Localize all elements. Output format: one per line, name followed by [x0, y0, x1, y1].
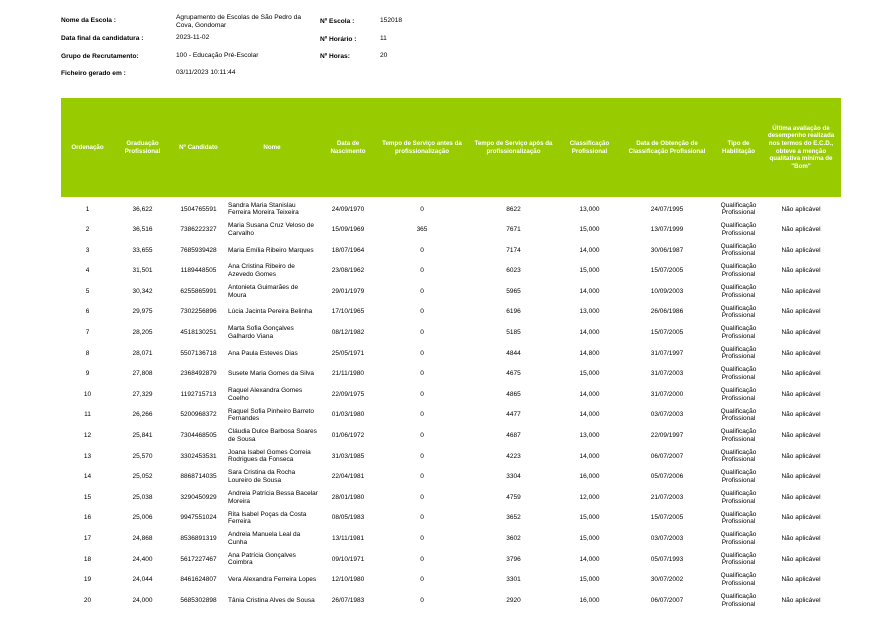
- cell-nome: Sara Cristina da Rocha Loureiro de Sousa: [228, 469, 296, 485]
- table-row: [61, 323, 841, 344]
- cell-n-candidato: 3290450929: [180, 493, 217, 501]
- cell-graduacao: 25,841: [132, 432, 153, 440]
- cell-data-nascimento: 25/05/1971: [331, 349, 365, 357]
- cell-tempo-apos: 7671: [506, 226, 521, 234]
- table-header: [61, 98, 841, 197]
- cell-n-candidato: 1189448505: [180, 267, 217, 275]
- cell-graduacao: 24,044: [132, 576, 153, 584]
- cell-tempo-antes: 0: [420, 205, 424, 213]
- cell-data-nascimento: 29/01/1979: [331, 287, 365, 295]
- cell-ordenacao: 2: [85, 226, 90, 234]
- n-horario-value: 11: [380, 35, 387, 42]
- table-row: [61, 343, 841, 364]
- cell-ordenacao: 17: [83, 535, 92, 542]
- cell-tipo-habilitacao: Qualificação Profissional: [720, 284, 757, 299]
- cell-tempo-apos: 4675: [506, 370, 521, 378]
- escola-label: Nome da Escola :: [61, 17, 116, 24]
- cell-data-nascimento: 23/08/1962: [331, 267, 365, 275]
- cell-tipo-habilitacao: Qualificação Profissional: [720, 531, 757, 546]
- cell-avaliacao: Não aplicável: [781, 452, 821, 460]
- cell-ordenacao: 8: [85, 349, 90, 357]
- table-row: [61, 281, 841, 302]
- cell-graduacao: 29,975: [132, 308, 153, 316]
- cell-tipo-habilitacao: Qualificação Profissional: [720, 304, 757, 320]
- cell-graduacao: 27,329: [132, 390, 153, 398]
- cell-tipo-habilitacao: Qualificação Profissional: [720, 201, 757, 217]
- cell-tipo-habilitacao: Qualificação Profissional: [720, 428, 757, 443]
- cell-avaliacao: Não aplicável: [781, 493, 821, 501]
- cell-n-candidato: 6255865991: [180, 287, 217, 295]
- cell-ordenacao: 12: [83, 432, 92, 440]
- cell-avaliacao: Não aplicável: [781, 473, 821, 481]
- cell-tempo-apos: 4223: [506, 452, 521, 460]
- column-header-data-obtencao: Data de Obtenção de Classificação Profissional: [628, 139, 706, 155]
- cell-classificacao: 15,000: [579, 267, 600, 275]
- cell-graduacao: 24,868: [132, 535, 153, 542]
- cell-nome: Raquel Sofia Pinheiro Barreto Fernandes: [228, 407, 314, 423]
- cell-tempo-apos: 3304: [506, 473, 521, 481]
- cell-tempo-antes: 0: [420, 349, 424, 357]
- table-row: [61, 220, 841, 241]
- escola-value: Agrupamento de Escolas de São Pedro da Cova, Gondomar: [176, 14, 301, 29]
- cell-nome: Susete Maria Gomes da Silva: [228, 370, 314, 378]
- cell-tipo-habilitacao: Qualificação Profissional: [720, 592, 757, 608]
- cell-nome: Cláudia Dulce Barbosa Soares de Sousa: [228, 428, 317, 443]
- cell-avaliacao: Não aplicável: [781, 576, 821, 584]
- cell-ordenacao: 13: [83, 452, 92, 460]
- cell-data-obtencao: 15/07/2005: [650, 514, 684, 522]
- cell-avaliacao: Não aplicável: [781, 596, 821, 604]
- table-row: [61, 590, 841, 611]
- cell-graduacao: 28,205: [132, 329, 153, 337]
- cell-ordenacao: 5: [85, 287, 90, 295]
- cell-nome: Maria Susana Cruz Veloso de Carvalho: [228, 222, 314, 237]
- cell-n-candidato: 4518130251: [180, 329, 217, 337]
- column-header-n-candidato: Nº Candidato: [179, 143, 218, 151]
- cell-ordenacao: 18: [83, 555, 92, 563]
- cell-tempo-antes: 0: [420, 596, 424, 604]
- cell-graduacao: 36,516: [132, 226, 153, 234]
- cell-tempo-antes: 0: [420, 493, 424, 501]
- n-horas-label: Nº Horas:: [320, 53, 350, 60]
- cell-ordenacao: 11: [84, 411, 91, 419]
- cell-data-obtencao: 03/07/2003: [650, 411, 684, 419]
- cell-data-nascimento: 01/03/1980: [331, 411, 365, 419]
- ficheiro-label: Ficheiro gerado em :: [61, 70, 126, 77]
- cell-n-candidato: 5200968372: [180, 411, 217, 419]
- n-escola-value: 152018: [380, 17, 403, 24]
- column-header-tempo-antes: Tempo de Serviço antes da profissionalização: [382, 139, 462, 155]
- cell-classificacao: 15,000: [579, 535, 600, 542]
- cell-data-nascimento: 17/10/1965: [331, 308, 365, 316]
- cell-tempo-apos: 4477: [506, 411, 521, 419]
- cell-data-obtencao: 31/07/2000: [650, 390, 684, 398]
- cell-avaliacao: Não aplicável: [781, 226, 821, 234]
- cell-tipo-habilitacao: Qualificação Profissional: [720, 325, 757, 340]
- column-header-avaliacao: Última avaliação de desempenho realizada nos termos do E.C.D., obteve a menção qualitativa mínima de "Bom": [767, 124, 835, 170]
- cell-data-obtencao: 10/09/2003: [650, 287, 684, 295]
- cell-nome: Sandra Maria Stanislau Ferreira Moreira Teixeira: [228, 201, 299, 217]
- cell-graduacao: 31,501: [132, 267, 153, 275]
- cell-data-obtencao: 13/07/1999: [650, 226, 684, 234]
- cell-avaliacao: Não aplicável: [781, 267, 821, 275]
- cell-ordenacao: 4: [85, 267, 90, 275]
- cell-ordenacao: 19: [83, 576, 92, 584]
- cell-data-obtencao: 22/09/1997: [650, 432, 684, 440]
- table-row: [61, 405, 841, 426]
- cell-ordenacao: 16: [83, 514, 92, 522]
- cell-tempo-antes: 0: [420, 555, 424, 563]
- cell-graduacao: 24,000: [132, 596, 153, 604]
- cell-n-candidato: 3302453531: [180, 452, 217, 460]
- cell-data-nascimento: 15/09/1969: [331, 226, 365, 234]
- cell-classificacao: 14,000: [579, 452, 600, 460]
- column-header-ordenacao: Ordenação: [71, 143, 104, 151]
- cell-avaliacao: Não aplicável: [781, 555, 821, 563]
- cell-classificacao: 13,000: [579, 308, 600, 316]
- cell-graduacao: 25,052: [132, 473, 153, 481]
- cell-tipo-habilitacao: Qualificação Profissional: [720, 551, 757, 567]
- cell-data-obtencao: 31/07/1997: [650, 349, 684, 357]
- cell-n-candidato: 5507136718: [180, 349, 217, 357]
- cell-tempo-antes: 0: [420, 329, 424, 337]
- cell-data-obtencao: 06/07/2007: [650, 596, 684, 604]
- cell-n-candidato: 1192715713: [180, 390, 217, 398]
- cell-n-candidato: 5685302898: [180, 596, 217, 604]
- column-header-tipo-habilitacao: Tipo de Habilitação: [721, 139, 755, 155]
- cell-tipo-habilitacao: Qualificação Profissional: [720, 387, 757, 402]
- table-row: [61, 508, 841, 529]
- cell-tipo-habilitacao: Qualificação Profissional: [720, 263, 757, 279]
- ficheiro-value: 03/11/2023 10:11:44: [176, 69, 236, 76]
- cell-data-obtencao: 15/07/2005: [650, 329, 684, 337]
- cell-tempo-antes: 0: [420, 535, 424, 542]
- cell-n-candidato: 7386222327: [180, 226, 217, 234]
- cell-data-nascimento: 22/04/1981: [331, 473, 365, 481]
- cell-ordenacao: 10: [83, 390, 92, 398]
- cell-ordenacao: 7: [85, 329, 90, 337]
- cell-classificacao: 15,000: [579, 514, 600, 522]
- cell-data-obtencao: 24/07/1995: [650, 205, 684, 213]
- table-row: [61, 199, 841, 220]
- cell-classificacao: 15,000: [579, 370, 600, 378]
- cell-nome: Raquel Alexandra Gomes Coelho: [228, 387, 303, 402]
- cell-avaliacao: Não aplicável: [781, 246, 821, 254]
- cell-tipo-habilitacao: Qualificação Profissional: [720, 510, 757, 526]
- cell-data-obtencao: 21/07/2003: [650, 493, 684, 501]
- cell-tempo-apos: 4844: [506, 349, 521, 357]
- cell-tempo-antes: 0: [420, 370, 424, 378]
- cell-classificacao: 14,000: [579, 287, 600, 295]
- cell-nome: Rita Isabel Poças da Costa Ferreira: [228, 510, 307, 526]
- cell-avaliacao: Não aplicável: [781, 514, 821, 522]
- table-row: [61, 487, 841, 508]
- cell-data-obtencao: 06/07/2007: [650, 452, 684, 460]
- candidates-table-body: [61, 199, 841, 611]
- cell-nome: Joana Isabel Gomes Correia Rodrigues da Fonseca: [228, 448, 311, 464]
- cell-data-obtencao: 03/07/2003: [650, 535, 684, 542]
- cell-tempo-antes: 365: [416, 226, 428, 234]
- cell-data-nascimento: 01/06/1972: [331, 432, 365, 440]
- cell-avaliacao: Não aplicável: [781, 329, 821, 337]
- cell-data-obtencao: 05/07/2006: [650, 473, 684, 481]
- cell-tempo-apos: 4687: [506, 432, 521, 440]
- table-row: [61, 570, 841, 591]
- cell-data-nascimento: 22/09/1975: [331, 390, 365, 398]
- cell-tempo-apos: 2920: [506, 596, 521, 604]
- cell-tipo-habilitacao: Qualificação Profissional: [720, 448, 757, 464]
- cell-tempo-antes: 0: [420, 432, 424, 440]
- cell-classificacao: 14,000: [579, 555, 600, 563]
- cell-data-nascimento: 21/11/1980: [331, 370, 365, 378]
- cell-n-candidato: 8536891319: [180, 535, 217, 542]
- cell-tempo-apos: 3652: [506, 514, 521, 522]
- cell-tempo-apos: 6023: [506, 267, 521, 275]
- table-row: [61, 384, 841, 405]
- table-row: [61, 364, 841, 385]
- cell-classificacao: 16,000: [579, 596, 600, 604]
- cell-avaliacao: Não aplicável: [781, 411, 821, 419]
- column-header-classificacao: Classificação Profissional: [569, 139, 610, 155]
- cell-nome: Andreia Manuela Leal da Cunha: [228, 531, 301, 546]
- cell-tempo-apos: 5965: [506, 287, 521, 295]
- cell-data-nascimento: 13/11/1981: [331, 535, 365, 542]
- cell-tempo-apos: 7174: [506, 246, 521, 254]
- cell-tipo-habilitacao: Qualificação Profissional: [720, 490, 757, 505]
- cell-graduacao: 25,570: [132, 452, 153, 460]
- cell-avaliacao: Não aplicável: [781, 308, 821, 316]
- cell-tempo-apos: 3796: [506, 555, 521, 563]
- table-row: [61, 426, 841, 447]
- cell-ordenacao: 14: [83, 473, 92, 481]
- cell-data-nascimento: 12/10/1980: [331, 576, 365, 584]
- cell-n-candidato: 1504765591: [180, 205, 217, 213]
- cell-tipo-habilitacao: Qualificação Profissional: [720, 366, 757, 382]
- cell-tipo-habilitacao: Qualificação Profissional: [720, 572, 757, 587]
- cell-data-obtencao: 15/07/2005: [650, 267, 684, 275]
- cell-classificacao: 16,000: [579, 473, 600, 481]
- cell-tempo-apos: 4759: [506, 493, 521, 501]
- column-header-graduacao: Graduação Profissional: [124, 139, 161, 155]
- cell-tempo-apos: 4865: [506, 390, 521, 398]
- table-row: [61, 467, 841, 488]
- cell-graduacao: 24,400: [132, 555, 153, 563]
- n-horario-label: Nº Horário :: [320, 36, 357, 43]
- cell-classificacao: 14,000: [579, 329, 600, 337]
- cell-classificacao: 13,000: [579, 205, 600, 213]
- cell-nome: Maria Emília Ribeiro Marques: [228, 246, 314, 254]
- cell-n-candidato: 5617227467: [180, 555, 217, 563]
- cell-tempo-apos: 6196: [506, 308, 521, 316]
- cell-tempo-antes: 0: [420, 411, 424, 419]
- cell-avaliacao: Não aplicável: [781, 535, 821, 542]
- cell-avaliacao: Não aplicável: [781, 432, 821, 440]
- cell-nome: Vera Alexandra Ferreira Lopes: [228, 576, 317, 584]
- cell-classificacao: 13,000: [579, 432, 600, 440]
- n-horas-value: 20: [380, 52, 388, 59]
- cell-graduacao: 25,038: [132, 493, 153, 501]
- cell-data-nascimento: 08/12/1982: [331, 329, 365, 337]
- cell-nome: Ana Patrícia Gonçalves Coimbra: [228, 551, 296, 567]
- cell-data-nascimento: 26/07/1983: [331, 596, 365, 604]
- cell-tempo-antes: 0: [420, 514, 424, 522]
- cell-graduacao: 30,342: [132, 287, 153, 295]
- cell-tempo-antes: 0: [420, 452, 424, 460]
- cell-ordenacao: 9: [85, 370, 90, 378]
- cell-classificacao: 14,000: [579, 411, 600, 419]
- column-header-tempo-apos: Tempo de Serviço após da profissionalização: [474, 139, 553, 155]
- cell-data-nascimento: 28/01/1980: [331, 493, 365, 501]
- cell-ordenacao: 15: [83, 493, 92, 501]
- cell-n-candidato: 7304468505: [180, 432, 217, 440]
- data-final-value: 2023-11-02: [176, 34, 210, 41]
- n-escola-label: Nº Escola :: [320, 18, 355, 25]
- cell-tipo-habilitacao: Qualificação Profissional: [720, 222, 757, 237]
- cell-n-candidato: 7302256896: [180, 308, 217, 316]
- cell-data-nascimento: 18/07/1964: [331, 246, 365, 254]
- cell-tempo-apos: 8622: [506, 205, 521, 213]
- cell-tempo-antes: 0: [420, 473, 424, 481]
- cell-graduacao: 25,006: [132, 514, 153, 522]
- cell-tempo-antes: 0: [420, 390, 424, 398]
- cell-graduacao: 28,071: [132, 349, 153, 357]
- cell-classificacao: 14,000: [579, 390, 600, 398]
- cell-ordenacao: 3: [85, 246, 90, 254]
- cell-classificacao: 14,000: [579, 246, 600, 254]
- cell-data-obtencao: 30/06/1987: [650, 246, 684, 254]
- cell-tempo-apos: 3301: [506, 576, 521, 584]
- cell-ordenacao: 1: [85, 205, 90, 213]
- cell-graduacao: 27,808: [132, 370, 153, 378]
- cell-data-nascimento: 08/05/1983: [331, 514, 365, 522]
- cell-tempo-antes: 0: [420, 308, 424, 316]
- cell-tempo-antes: 0: [420, 246, 424, 254]
- cell-avaliacao: Não aplicável: [781, 390, 821, 398]
- table-row: [61, 446, 841, 467]
- cell-tipo-habilitacao: Qualificação Profissional: [720, 407, 757, 423]
- cell-classificacao: 15,000: [579, 576, 600, 584]
- cell-data-obtencao: 05/07/1993: [650, 555, 684, 563]
- grupo-label: Grupo de Recrutamento:: [61, 53, 139, 60]
- cell-nome: Andreia Patrícia Bessa Bacelar Moreira: [228, 490, 318, 505]
- cell-ordenacao: 20: [83, 596, 92, 604]
- cell-nome: Tânia Cristina Alves de Sousa: [228, 596, 315, 604]
- cell-tipo-habilitacao: Qualificação Profissional: [720, 242, 757, 258]
- grupo-value: 100 - Educação Pré-Escolar: [176, 52, 259, 59]
- cell-tempo-antes: 0: [420, 267, 424, 275]
- cell-data-nascimento: 31/03/1985: [331, 452, 365, 460]
- cell-data-nascimento: 09/10/1971: [331, 555, 365, 563]
- column-header-data-nascimento: Data de Nascimento: [330, 139, 366, 155]
- cell-tipo-habilitacao: Qualificação Profissional: [720, 469, 757, 485]
- cell-classificacao: 15,000: [579, 226, 600, 234]
- cell-graduacao: 33,655: [132, 246, 153, 254]
- cell-nome: Lúcia Jacinta Pereira Belinha: [228, 308, 313, 316]
- cell-data-nascimento: 24/09/1970: [331, 205, 365, 213]
- table-row: [61, 549, 841, 570]
- cell-avaliacao: Não aplicável: [781, 205, 821, 213]
- cell-avaliacao: Não aplicável: [781, 349, 821, 357]
- cell-classificacao: 14,800: [579, 349, 600, 357]
- cell-n-candidato: 9947551024: [180, 514, 217, 522]
- cell-ordenacao: 6: [85, 308, 90, 316]
- cell-tempo-antes: 0: [420, 287, 424, 295]
- cell-classificacao: 12,000: [579, 493, 600, 501]
- cell-avaliacao: Não aplicável: [781, 370, 821, 378]
- column-header-nome: Nome: [263, 143, 281, 151]
- cell-tipo-habilitacao: Qualificação Profissional: [720, 345, 757, 361]
- cell-graduacao: 26,266: [132, 411, 153, 419]
- cell-tempo-apos: 5185: [506, 329, 521, 337]
- cell-data-obtencao: 26/06/1986: [650, 308, 684, 316]
- cell-avaliacao: Não aplicável: [781, 287, 821, 295]
- data-final-label: Data final da candidatura :: [61, 35, 144, 42]
- cell-n-candidato: 8461624807: [180, 576, 217, 584]
- cell-graduacao: 36,622: [132, 205, 153, 213]
- cell-nome: Ana Cristina Ribeiro de Azevedo Gomes: [228, 263, 295, 279]
- cell-n-candidato: 2368492879: [180, 370, 217, 378]
- cell-nome: Marta Sofia Gonçalves Galhardo Viana: [228, 325, 294, 340]
- cell-nome: Ana Paula Esteves Dias: [228, 349, 298, 357]
- cell-tempo-apos: 3602: [506, 535, 521, 542]
- table-row: [61, 302, 841, 323]
- table-row: [61, 529, 841, 550]
- cell-data-obtencao: 30/07/2002: [650, 576, 684, 584]
- cell-tempo-antes: 0: [420, 576, 424, 584]
- cell-n-candidato: 8868714035: [180, 473, 217, 481]
- table-row: [61, 261, 841, 282]
- cell-nome: Antonieta Guimarães de Moura: [228, 284, 299, 299]
- cell-data-obtencao: 31/07/2003: [650, 370, 684, 378]
- cell-n-candidato: 7685939428: [180, 246, 217, 254]
- table-row: [61, 240, 841, 261]
